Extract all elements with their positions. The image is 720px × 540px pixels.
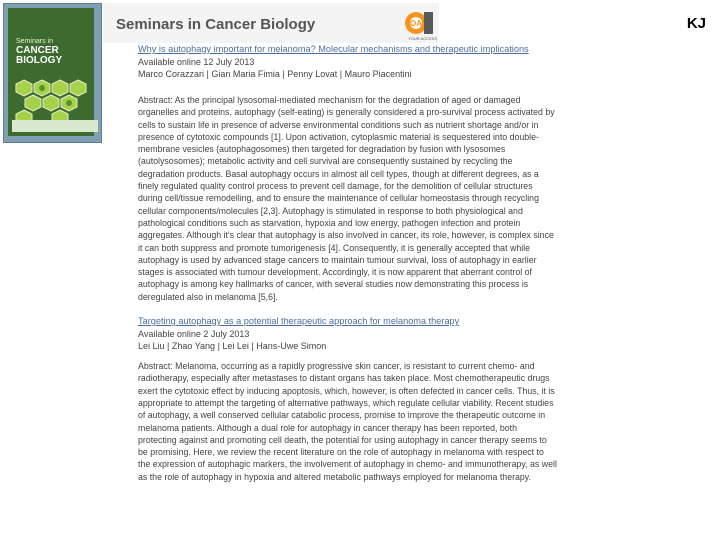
cover-footer-bar: [12, 120, 98, 132]
abstract-text: As the principal lysosomal-mediated mechanism for the degradation of aged or damaged organelles and proteins, autophagy (self-eating) is generally considered a pro-survival process activated by cells to sustain life in presence of adverse environmental conditions such as nutrient shortage and/or in presence of cytotoxic compounds [1]. Upon activation, cytoplasmic material is sequestered into double-membrane vesicles (autophagosomes) then targeted for degradation by fusion with lysosomes (autolysosomes); metabolic activity and cell survival are consequently sustained by recycling the degradation products. Basal autophagy occurs in almost all cell types, though at different degrees, as a finely regulated quality control process to prevent cell damage, for the demolition of cellular structures during cell/tissue remodelling, and to ensure the maintenance of cellular homeostasis through recycling cellular components/molecules [2,3]. Autophagy is stimulated in response to both physiological and pathological conditions such as starvation, hypoxia and low energy, pathogen infection and protein aggregates. Although it's clear that autophagy is also involved in cancer, its role, however, is complex since it can both suppress and promote tumorigenesis [4]. Consequently, it is generally accepted that while autophagy is used by advanced stage cancers to maintain tumour survival, loss of autophagy in earlier stages is associated with tumour development. Accordingly, it is now apparent that aberrant control of autophagy is among key hallmarks of cancer, with several studies now demonstrating this process is deregulated also in melanoma [5,6].: [138, 95, 555, 302]
article-date: Available online 2 July 2013: [138, 329, 250, 340]
journal-title[interactable]: Seminars in Cancer Biology: [116, 16, 316, 33]
article-title-link[interactable]: Why is autophagy important for melanoma? Molecular mechanisms and therapeutic implications: [138, 44, 529, 54]
cover-art: [8, 8, 94, 136]
article-abstract: [138, 360, 558, 483]
corner-initials: KJ: [686, 15, 706, 32]
journal-header: [103, 3, 439, 43]
article-authors: Marco Corazzari | Gian Maria Fimia | Penny Lovat | Mauro Piacentini: [138, 69, 412, 79]
article-entry: [138, 315, 558, 483]
cover-hexagon-pattern: [14, 78, 94, 123]
cover-title: CANCER BIOLOGY: [16, 45, 63, 66]
svg-text:OA: OA: [410, 19, 422, 28]
cover-small-title: Seminars in: [16, 38, 53, 45]
abstract-label: Abstract:: [138, 95, 173, 105]
article-abstract: [138, 94, 558, 303]
article-entry: [138, 43, 558, 303]
article-title-link[interactable]: Targeting autophagy as a potential therapeutic approach for melanoma therapy: [138, 316, 460, 327]
cover-subtitle-line: [16, 71, 17, 76]
open-access-caption: YOUR ACCESS: [408, 36, 437, 41]
abstract-label: Abstract:: [138, 361, 173, 372]
abstract-text: Melanoma, occurring as a rapidly progressive skin cancer, is resistant to current chemo- and radiotherapy, especially after metastases to distant organs has taken place. Most chemotherapeutic drugs exert the cytotoxic effect by inducing apoptosis, which, however, is often defected in cancer cells. Thus, it is appropriate to attempt the targeting of alternative pathways, which regulate cellular viability. Recent studies of autophagy, a well conserved cellular catabolic process, promise to improve the therapeutic outcome in melanoma patients. Although a dual role for autophagy in cancer therapy has been reported, both protecting against and promoting cell death, the potential for using autophagy in cancer therapy seems to be promising. Here, we review the recent literature on the role of autophagy in melanoma with respect to the expression of autophagic markers, the involvement of autophagy in chemo- and immunotherapy, as well as the role of autophagy in hypoxia and altered metabolic pathways employed for melanoma therapy.: [138, 361, 557, 482]
search-results: [138, 43, 558, 483]
journal-cover[interactable]: [3, 3, 102, 143]
article-date: Available online 12 July 2013: [138, 57, 255, 67]
article-authors: Lei Liu | Zhao Yang | Lei Lei | Hans-Uwe Simon: [138, 341, 327, 352]
